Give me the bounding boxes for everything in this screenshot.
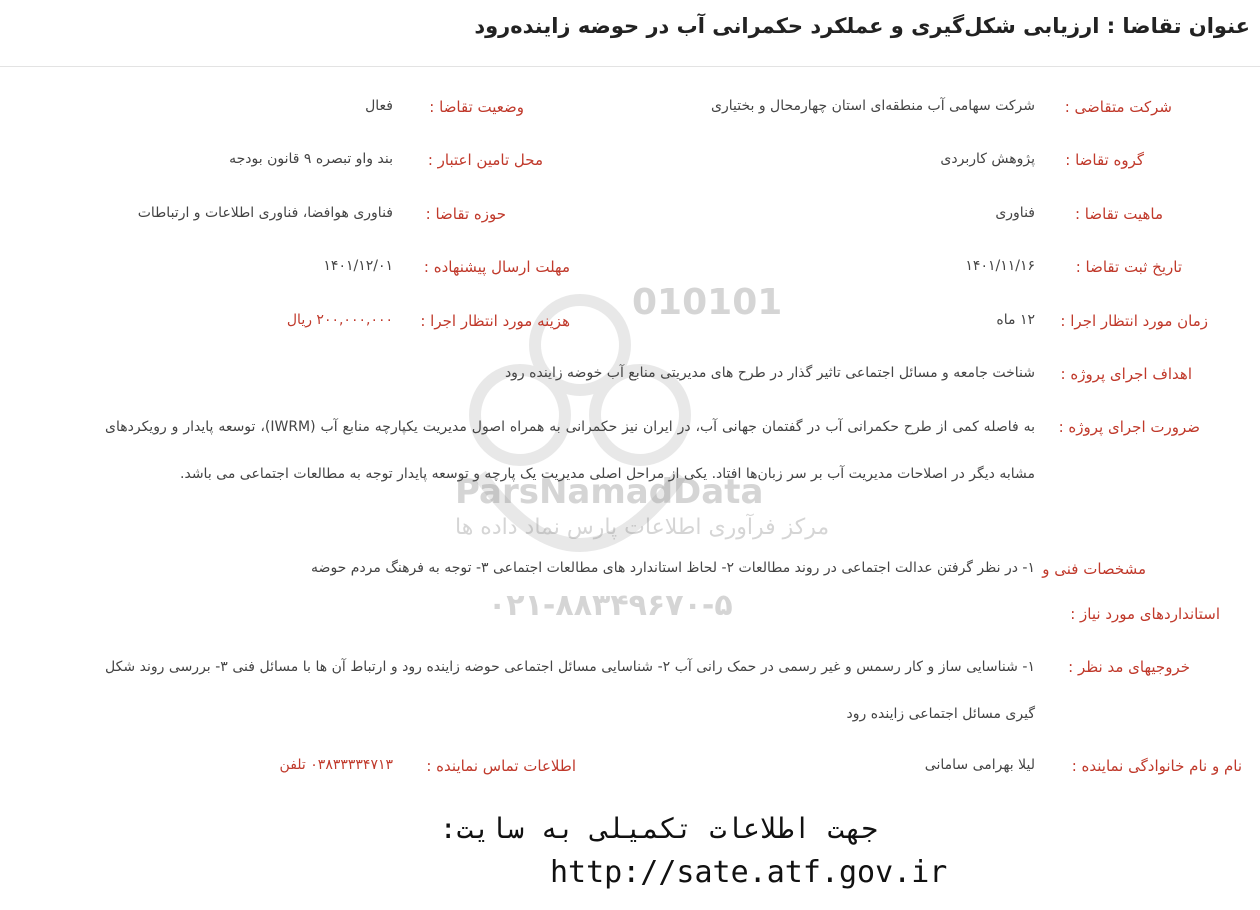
domain-label: حوزه تقاضا :	[425, 205, 506, 223]
goals-value: شناخت جامعه و مسائل اجتماعی تاثیر گذار در طرح های مدیریتی منابع آب خوضه زاینده رود	[504, 365, 1035, 381]
funding-value: بند واو تبصره ۹ قانون بودجه	[229, 151, 393, 167]
nature-label: ماهیت تقاضا :	[1074, 205, 1163, 223]
rep-contact-value: ۰۳۸۳۳۳۳۴۷۱۳ تلفن	[279, 757, 393, 773]
watermark-binary: 010101	[632, 282, 783, 323]
nature-value: فناوری	[995, 205, 1035, 221]
duration-label: زمان مورد انتظار اجرا :	[1060, 312, 1208, 330]
outputs-value: ۱- شناسایی ساز و کار رسمس و غیر رسمی در حمک رانی آب ۲- شناسایی مسائل اجتماعی حوضه زاینده رود و ارتباط آن ها با مسائل فنی ۳- بررسی روند شکل گیری مسائل اجتماعی زاینده رود	[105, 659, 1035, 722]
goals-label: اهداف اجرای پروژه :	[1060, 365, 1192, 383]
status-value: فعال	[365, 98, 393, 114]
more-info-text: جهت اطلاعات تکمیلی به سایت:	[439, 812, 878, 845]
status-label: وضعیت تقاضا :	[429, 98, 524, 116]
group-label: گروه تقاضا :	[1065, 151, 1144, 169]
cost-label: هزینه مورد انتظار اجرا :	[420, 312, 570, 330]
necessity-value: به فاصله کمی از طرح حکمرانی آب در گفتمان جهانی آب، در ایران نیز حکمرانی به همراه اصول مدیریت یکپارچه منابع آب (IWRM)، توسعه پایدار و رویکردهای مشابه دیگر در اصلاحات مدیریت آب بر سر زبان‌ها افتاد. یکی از مراحل اصلی مدیریت یک پارچه و توسعه پایدار توجه به مطالعات اجتماعی می باشد.	[105, 419, 1035, 482]
domain-value: فناوری هوافضا، فناوری اطلاعات و ارتباطات	[137, 205, 393, 221]
company-value: شرکت سهامی آب منطقه‌ای استان چهارمحال و بختیاری	[711, 98, 1035, 114]
rep-name-label: نام و نام خانوادگی نماینده :	[1071, 757, 1242, 775]
divider	[0, 66, 1260, 67]
deadline-value: ۱۴۰۱/۱۲/۰۱	[323, 258, 393, 274]
outputs-label: خروجیهای مد نظر :	[1068, 658, 1190, 676]
necessity-label: ضرورت اجرای پروژه :	[1058, 418, 1200, 436]
site-url: http://sate.atf.gov.ir	[550, 855, 948, 890]
rep-name-value: لیلا بهرامی سامانی	[924, 757, 1035, 773]
company-label: شرکت متقاضی :	[1064, 98, 1172, 116]
watermark-phone: ۰۲۱-۸۸۳۴۹۶۷۰-۵	[488, 588, 733, 623]
funding-label: محل تامین اعتبار :	[427, 151, 543, 169]
cost-value: ۲۰۰,۰۰۰,۰۰۰ ریال	[286, 312, 393, 328]
rep-contact-label: اطلاعات تماس نماینده :	[426, 757, 576, 775]
group-value: پژوهش کاربردی	[940, 151, 1035, 167]
page-title: عنوان تقاضا : ارزیابی شکل‌گیری و عملکرد حکمرانی آب در حوضه زاینده‌رود	[474, 14, 1250, 38]
watermark-center-text: مرکز فرآوری اطلاعات پارس نماد داده ها	[455, 515, 830, 540]
regdate-value: ۱۴۰۱/۱۱/۱۶	[965, 258, 1035, 274]
deadline-label: مهلت ارسال پیشنهاده :	[423, 258, 570, 276]
specs-value: ۱- در نظر گرفتن عدالت اجتماعی در روند مطالعات ۲- لحاظ استاندارد های مطالعات اجتماعی ۳- توجه به فرهنگ مردم حوضه	[311, 560, 1035, 576]
duration-value: ۱۲ ماه	[996, 312, 1035, 328]
regdate-label: تاریخ ثبت تقاضا :	[1075, 258, 1182, 276]
specs-label-line2: استانداردهای مورد نیاز :	[1070, 605, 1220, 623]
watermark-brand: ParsNamadData	[455, 472, 764, 512]
specs-label-line1: مشخصات فنی و	[1042, 560, 1146, 578]
